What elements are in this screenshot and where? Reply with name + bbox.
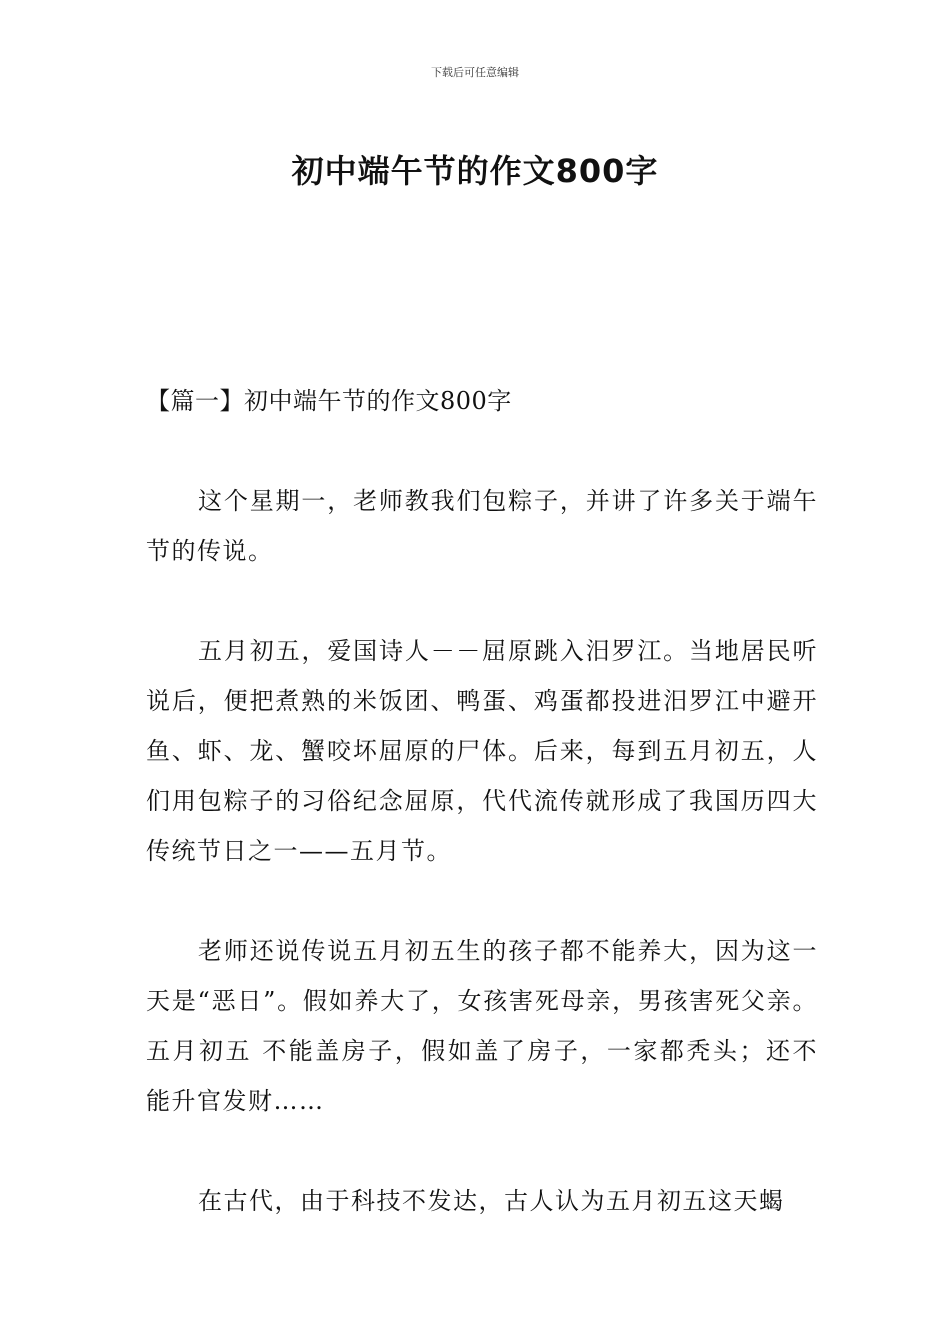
document-body: [146, 376, 818, 1276]
paragraph-3: 老师还说传说五月初五生的孩子都不能养大，因为这一天是“恶日”。假如养大了，女孩害死母亲，男孩害死父亲。五月初五 不能盖房子，假如盖了房子，一家都秃头；还不能升官发财……: [146, 937, 818, 1115]
section-heading: 【篇一】初中端午节的作文800字: [146, 387, 512, 415]
paragraph-1: 这个星期一，老师教我们包粽子，并讲了许多关于端午节的传说。: [146, 487, 818, 565]
header-note: 下载后可任意编辑: [431, 66, 519, 79]
paragraph-4: 在古代，由于科技不发达，古人认为五月初五这天蝎: [198, 1187, 785, 1215]
document-title: 初中端午节的作文800字: [291, 152, 659, 191]
paragraph-2: 五月初五，爱国诗人－－屈原跳入汨罗江。当地居民听说后，便把煮熟的米饭团、鸭蛋、鸡蛋都投进汨罗江中避开鱼、虾、龙、蟹咬坏屈原的尸体。后来，每到五月初五，人们用包粽子的习俗纪念屈原，代代流传就形成了我国历四大传统节日之一——五月节。: [146, 637, 818, 865]
